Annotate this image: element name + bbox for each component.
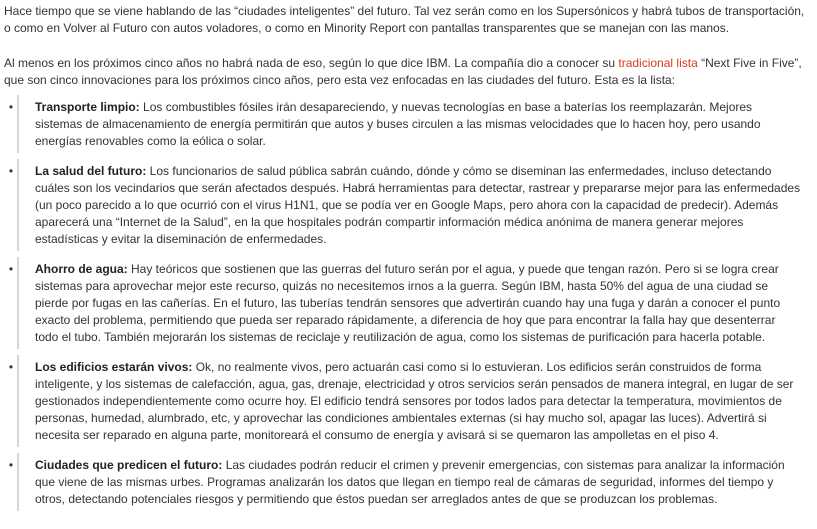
intro-paragraph-1: Hace tiempo que se viene hablando de las “ciudades inteligentes” del futuro. Tal vez serán como en los Supersónicos y habrá tubos de transportación, o como en Volver al Futuro con autos voladores, o como en Minority Report con pantallas transparentes que se manejan con las manos. <box>4 4 805 35</box>
list-item-transporte-limpio <box>8 95 807 153</box>
list-item-title: Transporte limpio: <box>35 100 140 114</box>
bullet-icon: • <box>8 100 14 114</box>
tradicional-lista-link[interactable]: tradicional lista <box>618 56 698 70</box>
bullet-icon: • <box>8 360 14 374</box>
list-item-text: Las ciudades podrán reducir el crimen y prevenir emergencias, con sistemas para analizar la información que viene de las mismas urbes. Programas analizarán los datos que llegan en tiempo real de cámaras de seguridad, informes del tiempo y otros, detectando potenciales riesgos y permitiendo que éstos puedan ser arreglados antes de que se produzcan los problemas. <box>35 458 785 506</box>
list-item-ciudades-que-predicen <box>8 453 807 511</box>
list-item-text: Los funcionarios de salud pública sabrán cuándo, dónde y cómo se diseminan las enfermedades, incluso detectando cuáles son los vecindarios que serán afectados después. Habrá herramientas para detectar, rastrear y prepararse mejor para las enfermedades (un poco parecido a lo que ocurrió con el virus H1N1, que se podía ver en Google Maps, pero ahora con la capacidad de predecir). Además aparecerá una “Internet de la Salud”, en la que hospitales podrán compartir información médica anónima de manera generar mejores estadísticas y evitar la diseminación de enfermedades. <box>35 164 801 246</box>
list-item-ahorro-de-agua <box>8 257 807 349</box>
bullet-icon: • <box>8 262 14 276</box>
list-item-title: Los edificios estarán vivos: <box>35 360 193 374</box>
intro-paragraph-2-text-start: Al menos en los próximos cinco años no habrá nada de eso, según lo que dice IBM. La compañía dio a conocer su <box>4 56 619 70</box>
list-item-text: Ok, no realmente vivos, pero actuarán casi como si lo estuvieran. Los edificios serán construidos de forma inteligente, y los sistemas de calefacción, agua, gas, drenaje, electricidad y otros servicios serán pensados de manera integral, en lugar de ser gestionados independientemente como ocurre hoy. El edificio tendrá sensores por todos lados para detectar la temperatura, movimientos de personas, humedad, alumbrado, etc, y aprovechar las condiciones ambientales externas (si hay mucho sol, apagar las luces). Advertirá si necesita ser reparado en alguna parte, monitoreará el consumo de energía y avisará si se quemaron las ampolletas en el piso 4. <box>35 360 794 442</box>
intro-paragraph-2-text-end: “Next Five in Five”, que son cinco innovaciones para los próximos cinco años, pero esta vez enfocadas en las ciudades del futuro. Esta es la lista: <box>4 56 802 87</box>
innovations-list <box>4 95 807 511</box>
bullet-icon: • <box>8 164 14 178</box>
bullet-icon: • <box>8 458 14 472</box>
intro-paragraph-2 <box>4 55 807 89</box>
list-item-title: Ahorro de agua: <box>35 262 128 276</box>
list-item-text: Los combustibles fósiles irán desapareciendo, y nuevas tecnologías en base a baterías los reemplazarán. Mejores sistemas de almacenamiento de energía permitirán que autos y buses circulen a las mismas velocidades que lo hacen hoy, pero usando energías renovables como la eólica o solar. <box>35 100 761 148</box>
list-item-salud-del-futuro <box>8 159 807 251</box>
list-item-title: La salud del futuro: <box>35 164 147 178</box>
list-item-title: Ciudades que predicen el futuro: <box>35 458 223 472</box>
list-item-text: Hay teóricos que sostienen que las guerras del futuro serán por el agua, y puede que tengan razón. Pero si se logra crear sistemas para aprovechar mejor este recurso, quizás no necesitemos irnos a la guerra. Según IBM, hasta 50% del agua de una ciudad se pierde por fugas en las cañerías. En el futuro, las tuberías tendrán sensores que advertirán cuando hay una fuga y darán a conocer el punto exacto del problema, permitiendo que pueda ser reparado rápidamente, a diferencia de hoy que para encontrar la falla hay que desenterrar todo el tubo. También mejorarán los sistemas de reciclaje y reutilización de agua, como los sistemas de purificación para hacerla potable. <box>35 262 781 344</box>
list-item-edificios-vivos <box>8 355 807 447</box>
